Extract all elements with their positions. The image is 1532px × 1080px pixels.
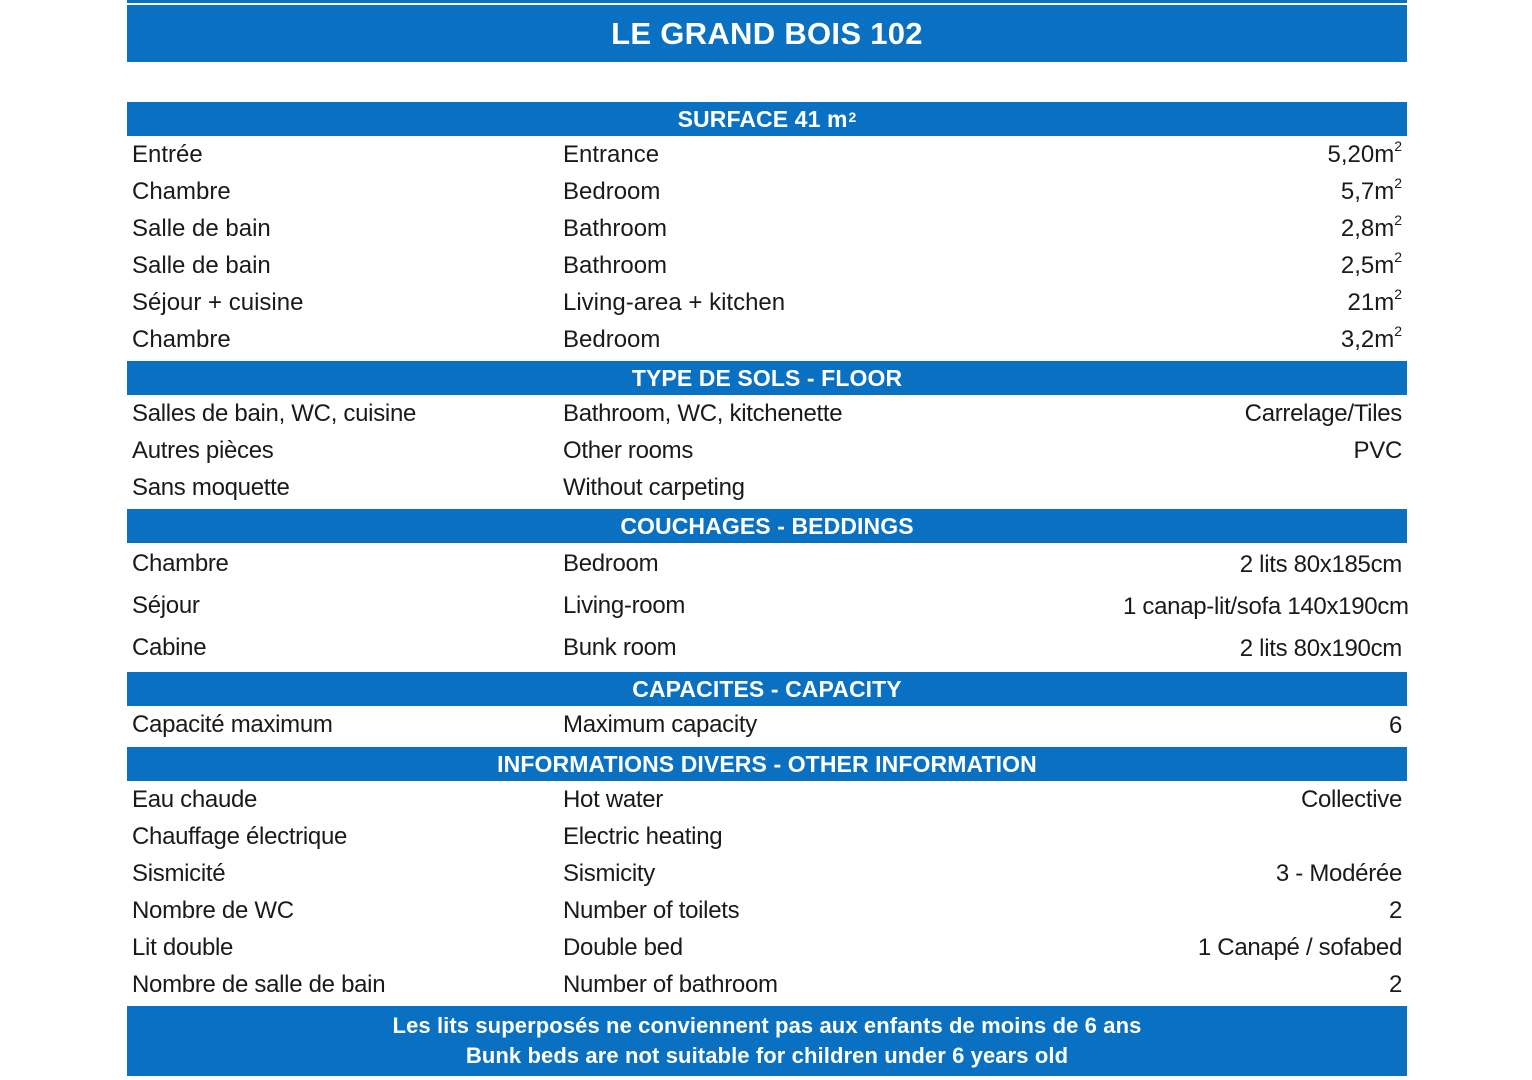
value-text: 2,8m xyxy=(1340,215,1395,242)
label-fr: Salle de bain xyxy=(132,251,271,279)
spec-sheet xyxy=(127,0,1407,1076)
table-row xyxy=(127,210,1407,247)
label-en: Number of toilets xyxy=(563,896,740,924)
row-value xyxy=(1123,436,1407,465)
value-superscript: 2 xyxy=(1394,212,1402,228)
row-value xyxy=(1123,859,1407,888)
table-row xyxy=(127,543,1407,585)
row-value xyxy=(1123,970,1407,999)
label-en: Hot water xyxy=(563,785,664,813)
label-fr: Nombre de salle de bain xyxy=(132,970,386,998)
row-value xyxy=(1123,325,1407,354)
table-row xyxy=(127,818,1407,855)
value-superscript: 2 xyxy=(1394,286,1402,302)
label-fr: Entrée xyxy=(132,140,203,168)
value-text: 2 lits 80x190cm xyxy=(1239,634,1402,662)
value-superscript: 2 xyxy=(1394,323,1402,339)
value-text: 5,7m xyxy=(1340,178,1395,205)
footer-warning xyxy=(127,1006,1407,1076)
footer-warning-en: Bunk beds are not suitable for children under 6 years old xyxy=(465,1042,1069,1068)
label-fr: Nombre de WC xyxy=(132,896,294,924)
table-row xyxy=(127,929,1407,966)
row-value xyxy=(1123,896,1407,925)
table-row xyxy=(127,432,1407,469)
section-other-information xyxy=(127,747,1407,1003)
section-header-floor xyxy=(127,361,1407,395)
row-value xyxy=(1123,711,1407,740)
value-text: 5,20m xyxy=(1327,141,1395,168)
surface-superscript: 2 xyxy=(848,109,857,125)
value-text: 2 lits 80x185cm xyxy=(1239,550,1402,578)
other-information-rows xyxy=(127,781,1407,1003)
label-en: Other rooms xyxy=(563,436,694,464)
top-edge-strip xyxy=(127,0,1407,3)
row-value xyxy=(1123,933,1407,962)
capacity-rows xyxy=(127,706,1407,744)
section-header-capacity xyxy=(127,672,1407,706)
section-header-other-information xyxy=(127,747,1407,781)
row-value xyxy=(1123,251,1407,280)
section-header-other-information-label: INFORMATIONS DIVERS - OTHER INFORMATION xyxy=(497,750,1037,777)
table-row xyxy=(127,136,1407,173)
section-header-capacity-label: CAPACITES - CAPACITY xyxy=(632,675,902,702)
section-header-beddings-label: COUCHAGES - BEDDINGS xyxy=(620,512,914,539)
label-en: Electric heating xyxy=(563,822,723,850)
table-row xyxy=(127,781,1407,818)
label-fr: Chambre xyxy=(132,177,231,205)
value-text: 1 canap-lit/sofa 140x190cm xyxy=(1123,592,1409,620)
value-superscript: 2 xyxy=(1394,249,1402,265)
table-row xyxy=(127,247,1407,284)
label-fr: Autres pièces xyxy=(132,436,274,464)
value-text: 21m xyxy=(1347,289,1395,316)
row-value xyxy=(1123,592,1414,621)
label-fr: Eau chaude xyxy=(132,785,258,813)
value-superscript: 2 xyxy=(1394,138,1402,154)
section-header-floor-label: TYPE DE SOLS - FLOOR xyxy=(631,364,903,391)
label-fr: Chambre xyxy=(132,550,229,577)
table-row xyxy=(127,284,1407,321)
label-en: Bedroom xyxy=(563,550,659,577)
row-value xyxy=(1123,140,1407,169)
label-fr: Sans moquette xyxy=(132,473,290,501)
row-value xyxy=(1123,550,1407,579)
floor-rows xyxy=(127,395,1407,506)
section-surface xyxy=(127,102,1407,358)
row-value xyxy=(1123,214,1407,243)
table-row xyxy=(127,585,1407,627)
section-beddings xyxy=(127,509,1407,669)
section-header-surface xyxy=(127,102,1407,136)
table-row xyxy=(127,627,1407,669)
label-fr: Sismicité xyxy=(132,859,226,887)
title-bar xyxy=(127,5,1407,62)
value-text: 2 xyxy=(1388,897,1402,924)
value-text: PVC xyxy=(1353,437,1402,464)
value-text: Collective xyxy=(1300,786,1402,813)
label-fr: Salle de bain xyxy=(132,214,271,242)
value-text: 2,5m xyxy=(1340,252,1395,279)
label-fr: Cabine xyxy=(132,634,207,661)
label-fr: Lit double xyxy=(132,933,234,961)
label-en: Living-room xyxy=(563,592,686,619)
table-row xyxy=(127,966,1407,1003)
value-text: 3,2m xyxy=(1340,326,1395,353)
section-floor xyxy=(127,361,1407,506)
section-header-beddings xyxy=(127,509,1407,543)
label-fr: Capacité maximum xyxy=(132,711,333,738)
table-row xyxy=(127,855,1407,892)
label-en: Bathroom, WC, kitchenette xyxy=(563,399,843,427)
section-header-surface-label: SURFACE 41 m xyxy=(677,105,848,132)
label-en: Bedroom xyxy=(563,325,661,353)
table-row xyxy=(127,395,1407,432)
table-row xyxy=(127,469,1407,506)
value-text: 3 - Modérée xyxy=(1275,860,1402,887)
row-value xyxy=(1123,177,1407,206)
page-title: LE GRAND BOIS 102 xyxy=(611,15,923,51)
label-en: Number of bathroom xyxy=(563,970,778,998)
row-value xyxy=(1123,634,1407,663)
table-row xyxy=(127,173,1407,210)
table-row xyxy=(127,892,1407,929)
label-en: Bathroom xyxy=(563,251,668,279)
table-row xyxy=(127,706,1407,744)
label-en: Living-area + kitchen xyxy=(563,288,786,316)
value-text: 2 xyxy=(1388,971,1402,998)
label-fr: Chambre xyxy=(132,325,231,353)
label-en: Bathroom xyxy=(563,214,668,242)
label-en: Without carpeting xyxy=(563,473,745,501)
label-fr: Séjour + cuisine xyxy=(132,288,304,316)
label-fr: Salles de bain, WC, cuisine xyxy=(132,399,417,427)
value-text: 1 Canapé / sofabed xyxy=(1197,934,1402,961)
footer-warning-fr: Les lits superposés ne conviennent pas aux enfants de moins de 6 ans xyxy=(392,1013,1142,1039)
beddings-rows xyxy=(127,543,1407,669)
surface-rows xyxy=(127,136,1407,358)
value-superscript: 2 xyxy=(1394,175,1402,191)
table-row xyxy=(127,321,1407,358)
row-value xyxy=(1123,288,1407,317)
value-text: Carrelage/Tiles xyxy=(1244,400,1402,427)
label-en: Maximum capacity xyxy=(563,711,757,738)
label-en: Sismicity xyxy=(563,859,655,887)
value-text: 6 xyxy=(1388,711,1402,739)
section-capacity xyxy=(127,672,1407,744)
row-value xyxy=(1123,785,1407,814)
label-fr: Séjour xyxy=(132,592,200,619)
row-value xyxy=(1123,399,1407,428)
label-fr: Chauffage électrique xyxy=(132,822,348,850)
label-en: Entrance xyxy=(563,140,660,168)
label-en: Bunk room xyxy=(563,634,677,661)
label-en: Double bed xyxy=(563,933,683,961)
label-en: Bedroom xyxy=(563,177,661,205)
